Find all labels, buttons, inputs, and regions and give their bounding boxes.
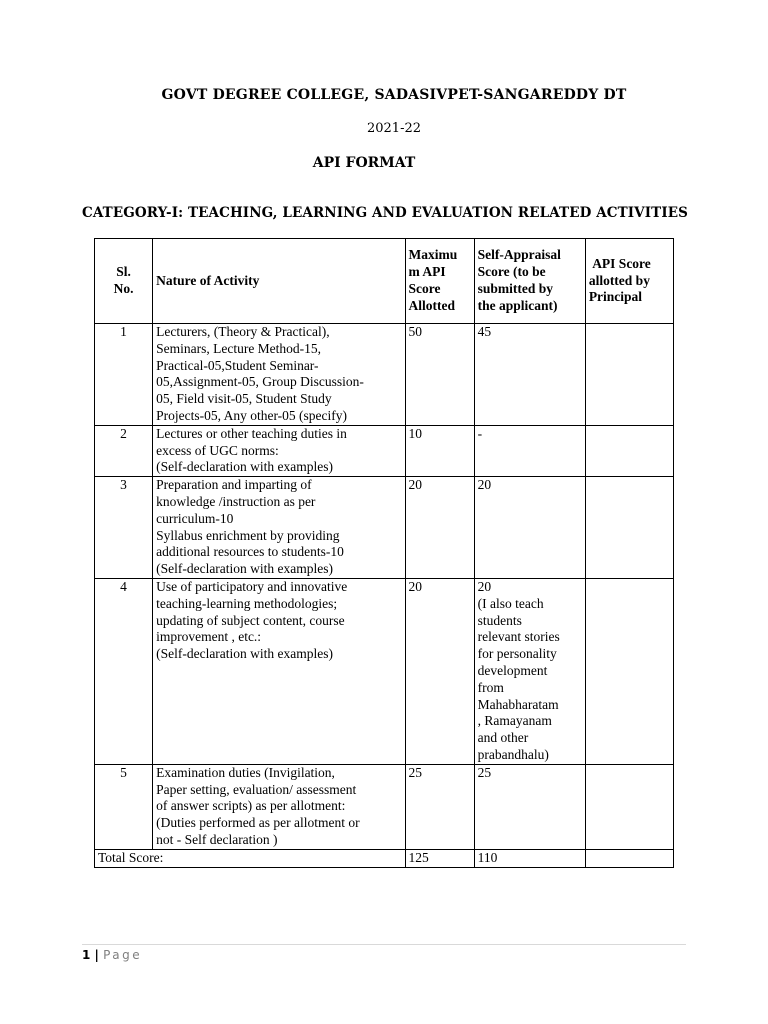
row-max-score: 10 <box>405 425 474 476</box>
row-self-score: 45 <box>474 324 585 426</box>
row-max-score: 20 <box>405 477 474 579</box>
row-max-score: 20 <box>405 578 474 764</box>
api-score-table <box>94 238 674 868</box>
row-sl-no: 4 <box>95 578 153 764</box>
page-footer <box>82 948 142 962</box>
row-activity: Preparation and imparting of knowledge /instruction as per curriculum-10 Syllabus enrichment by providing additional resources to students-10 (Self-declaration with examples) <box>153 477 405 579</box>
row-self-score: 20 (I also teach students relevant stories for personality development from Mahabharatam , Ramayanam and other prabandhalu) <box>474 578 585 764</box>
page-number: 1 <box>82 948 91 962</box>
table-row <box>95 324 674 426</box>
row-max-score: 25 <box>405 764 474 849</box>
total-principal-score <box>585 849 673 867</box>
row-principal-score <box>585 425 673 476</box>
row-sl-no: 3 <box>95 477 153 579</box>
row-max-score: 50 <box>405 324 474 426</box>
college-name: GOVT DEGREE COLLEGE, SADASIVPET-SANGAREDDY DT <box>161 87 627 103</box>
col-header-sl-no: Sl. No. <box>95 239 153 324</box>
total-max-score: 125 <box>405 849 474 867</box>
format-title: API FORMAT <box>312 155 416 171</box>
row-activity: Examination duties (Invigilation, Paper setting, evaluation/ assessment of answer scripts) as per allotment: (Duties performed as per allotment or not - Self declaration ) <box>153 764 405 849</box>
table-row <box>95 425 674 476</box>
academic-year: 2021-22 <box>366 121 422 136</box>
row-sl-no: 2 <box>95 425 153 476</box>
row-sl-no: 5 <box>95 764 153 849</box>
footer-separator: | <box>90 948 104 962</box>
row-principal-score <box>585 764 673 849</box>
row-self-score: - <box>474 425 585 476</box>
col-header-principal-score: API Score allotted by Principal <box>585 239 673 324</box>
row-self-score: 20 <box>474 477 585 579</box>
col-header-nature-of-activity: Nature of Activity <box>153 239 405 324</box>
row-activity: Lectures or other teaching duties in excess of UGC norms: (Self-declaration with examples) <box>153 425 405 476</box>
category-heading: CATEGORY-I: TEACHING, LEARNING AND EVALUATION RELATED ACTIVITIES <box>82 205 688 221</box>
footer-divider <box>82 944 686 945</box>
row-activity: Use of participatory and innovative teaching-learning methodologies; updating of subject content, course improvement , etc.: (Self-declaration with examples) <box>153 578 405 764</box>
col-header-self-appraisal: Self-Appraisal Score (to be submitted by the applicant) <box>474 239 585 324</box>
total-row <box>95 849 674 867</box>
row-principal-score <box>585 324 673 426</box>
col-header-max-api-score: Maximu m API Score Allotted <box>405 239 474 324</box>
total-label: Total Score: <box>95 849 406 867</box>
table-row <box>95 477 674 579</box>
row-principal-score <box>585 578 673 764</box>
row-activity: Lecturers, (Theory & Practical), Seminars, Lecture Method-15, Practical-05,Student Seminar- 05,Assignment-05, Group Discussion- 05, Field visit-05, Student Study Projects-05, Any other-05 (specify) <box>153 324 405 426</box>
table-row <box>95 578 674 764</box>
table-row <box>95 764 674 849</box>
row-principal-score <box>585 477 673 579</box>
page-label: Page <box>103 948 143 962</box>
row-sl-no: 1 <box>95 324 153 426</box>
table-header-row <box>95 239 674 324</box>
row-self-score: 25 <box>474 764 585 849</box>
total-self-score: 110 <box>474 849 585 867</box>
